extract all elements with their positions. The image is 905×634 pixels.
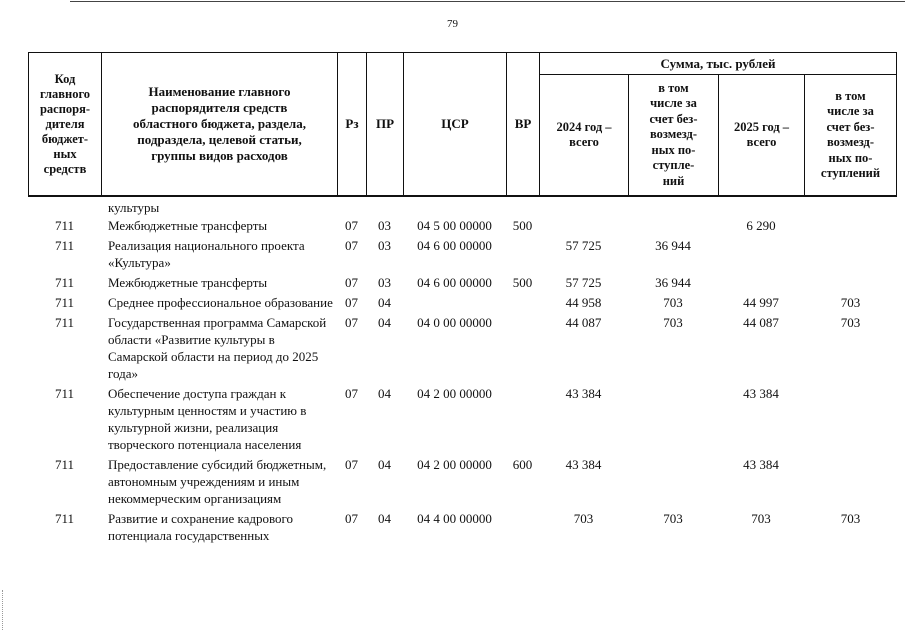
header-name-line: группы видов расходов xyxy=(151,148,288,163)
row-pr: 04 xyxy=(378,386,391,401)
table-row xyxy=(28,237,897,271)
row-name: Развитие и сохранение кадрового потенциала государственных xyxy=(108,511,294,543)
row-csr: 04 6 00 00000 xyxy=(417,238,492,253)
row-vr xyxy=(506,385,539,453)
row-2025-total xyxy=(718,274,804,291)
header-2024-total-line: 2024 год – xyxy=(556,119,612,134)
row-2025-incl xyxy=(804,237,897,271)
header-name-line: распорядителя средств xyxy=(151,100,288,115)
header-2024-incl xyxy=(629,75,719,195)
row-rz: 07 xyxy=(345,386,358,401)
row-2024-incl: 36 944 xyxy=(655,275,691,290)
header-2024-incl-line: ний xyxy=(662,173,685,188)
row-pr: 03 xyxy=(378,238,391,253)
row-name: Обеспечение доступа граждан к культурным ценностям и участию в культурной жизни, реализация творческого потенциала населения xyxy=(108,386,307,452)
row-name: Предоставление субсидий бюджетным, автономным учреждениям и иным некоммерческим организациям xyxy=(108,457,327,506)
header-code-line: ных xyxy=(53,146,77,161)
row-csr: 04 4 00 00000 xyxy=(417,511,492,526)
row-2024-total: 44 087 xyxy=(565,315,602,330)
header-code-line: бюджет- xyxy=(41,131,89,146)
row-2025-incl: 703 xyxy=(840,511,861,526)
row-2024-incl: 36 944 xyxy=(655,238,691,253)
header-name-line: подраздела, целевой статьи, xyxy=(137,132,302,147)
table-row xyxy=(28,510,897,544)
row-vr: 600 xyxy=(512,457,533,472)
row-csr: 04 5 00 00000 xyxy=(417,218,492,233)
continuation-row xyxy=(28,199,897,216)
header-2025-incl-line: числе за xyxy=(827,104,874,118)
row-name: Среднее профессиональное образование xyxy=(108,295,333,310)
page-number: 79 xyxy=(447,18,458,30)
header-csr: ЦСР xyxy=(404,53,507,195)
row-2025-incl xyxy=(804,217,897,234)
row-code: 711 xyxy=(54,315,75,330)
row-2025-total: 43 384 xyxy=(743,386,779,401)
row-csr xyxy=(403,294,506,311)
row-2024-incl: 703 xyxy=(663,315,683,330)
row-code: 711 xyxy=(54,238,75,253)
header-code-line: распоря- xyxy=(39,101,91,116)
header-2024-incl-line: ных по- xyxy=(651,142,696,157)
row-pr: 04 xyxy=(378,457,391,472)
row-2025-incl xyxy=(804,385,897,453)
row-2025-total: 44 997 xyxy=(743,295,779,310)
header-code-line: дителя xyxy=(45,116,85,131)
table-body xyxy=(28,199,897,547)
header-code-line: средств xyxy=(43,161,87,176)
header-2024-incl-line: числе за xyxy=(650,96,697,111)
row-name: Реализация национального проекта «Культура» xyxy=(108,238,305,270)
row-pr: 04 xyxy=(378,511,391,526)
row-2024-total: 57 725 xyxy=(565,275,602,290)
table-header xyxy=(28,52,897,197)
row-2025-incl xyxy=(804,274,897,291)
row-2024-incl xyxy=(628,385,718,453)
row-2025-total: 6 290 xyxy=(746,218,776,233)
top-border-line xyxy=(70,1,905,2)
header-2024-incl-line: в том xyxy=(658,80,689,95)
header-2025-total-line: всего xyxy=(746,135,777,149)
table-row xyxy=(28,314,897,382)
row-2025-total: 703 xyxy=(751,511,771,526)
row-code: 711 xyxy=(54,295,75,310)
table-row xyxy=(28,294,897,311)
row-2024-incl xyxy=(628,217,718,234)
row-vr xyxy=(506,294,539,311)
row-2025-total: 44 087 xyxy=(743,315,779,330)
row-2024-total: 57 725 xyxy=(565,238,602,253)
row-2024-total: 44 958 xyxy=(565,295,602,310)
row-vr: 500 xyxy=(512,218,533,233)
header-2024-total-line: всего xyxy=(569,135,599,149)
row-2025-incl: 703 xyxy=(840,315,861,330)
row-name: Межбюджетные трансферты xyxy=(108,275,268,290)
row-rz: 07 xyxy=(345,457,358,472)
row-name: Межбюджетные трансферты xyxy=(108,218,268,233)
row-rz: 07 xyxy=(345,218,358,233)
header-2025-total-line: 2025 год – xyxy=(733,119,790,134)
header-2024-incl-line: счет без- xyxy=(649,111,698,126)
row-2024-total: 43 384 xyxy=(565,457,602,472)
table-row xyxy=(28,217,897,234)
header-2024-total xyxy=(540,75,629,195)
row-rz: 07 xyxy=(345,315,358,330)
header-2025-incl-line: ступлений xyxy=(820,166,881,180)
header-2025-incl-line: в том xyxy=(835,88,866,103)
row-vr: 500 xyxy=(512,275,533,290)
header-sum-title: Сумма, тыс. рублей xyxy=(540,53,896,75)
row-2025-total xyxy=(718,237,804,271)
header-code-line: Код xyxy=(54,71,76,86)
table-row xyxy=(28,274,897,291)
header-2025-incl-line: возмезд- xyxy=(826,135,875,149)
row-name: Государственная программа Самарской области «Развитие культуры в Самарской области на период до 2025 года» xyxy=(108,315,327,381)
row-csr: 04 2 00 00000 xyxy=(417,386,492,401)
row-2024-incl: 703 xyxy=(663,511,683,526)
table-row xyxy=(28,385,897,453)
header-sum-subcolumns xyxy=(540,75,896,195)
row-2025-incl xyxy=(804,456,897,507)
row-2024-incl xyxy=(628,456,718,507)
row-code: 711 xyxy=(54,511,75,526)
row-pr: 04 xyxy=(378,315,391,330)
scan-edge-marks xyxy=(2,590,5,630)
row-2024-total xyxy=(539,217,628,234)
row-2025-incl: 703 xyxy=(840,295,861,310)
row-2025-total: 43 384 xyxy=(743,457,779,472)
row-csr: 04 2 00 00000 xyxy=(417,457,492,472)
row-code: 711 xyxy=(54,457,75,472)
row-rz: 07 xyxy=(345,238,358,253)
row-csr: 04 0 00 00000 xyxy=(417,315,492,330)
header-2025-incl xyxy=(805,75,896,195)
header-2024-incl-line: возмезд- xyxy=(649,127,698,142)
header-name-line: областного бюджета, раздела, xyxy=(133,116,306,131)
rows-container xyxy=(28,217,897,544)
table-row xyxy=(28,456,897,507)
row-2024-total: 43 384 xyxy=(565,386,602,401)
header-code-line: главного xyxy=(39,86,91,101)
row-code: 711 xyxy=(54,218,75,233)
header-vr: ВР xyxy=(507,53,540,195)
header-2025-incl-line: ных по- xyxy=(828,150,873,165)
header-rz: Рз xyxy=(338,53,367,195)
row-rz: 07 xyxy=(345,275,358,290)
row-rz: 07 xyxy=(345,511,358,526)
header-name xyxy=(102,53,338,195)
header-code xyxy=(29,53,102,195)
header-sum-group xyxy=(540,53,896,195)
row-2024-incl: 703 xyxy=(663,295,683,310)
header-2024-incl-line: ступле- xyxy=(652,158,695,173)
header-2025-total xyxy=(719,75,805,195)
header-name-line: Наименование главного xyxy=(148,84,291,99)
row-vr xyxy=(506,314,539,382)
row-pr: 03 xyxy=(378,218,391,233)
row-csr: 04 6 00 00000 xyxy=(417,275,492,290)
row-code: 711 xyxy=(54,386,75,401)
row-vr xyxy=(506,510,539,544)
row-pr: 03 xyxy=(378,275,391,290)
row-2024-total: 703 xyxy=(573,511,594,526)
row-vr xyxy=(506,237,539,271)
row-code: 711 xyxy=(54,275,75,290)
header-2025-incl-line: счет без- xyxy=(826,119,875,134)
row-pr: 04 xyxy=(378,295,391,310)
row-rz: 07 xyxy=(345,295,358,310)
continuation-text: культуры xyxy=(108,200,160,215)
header-pr: ПР xyxy=(367,53,404,195)
